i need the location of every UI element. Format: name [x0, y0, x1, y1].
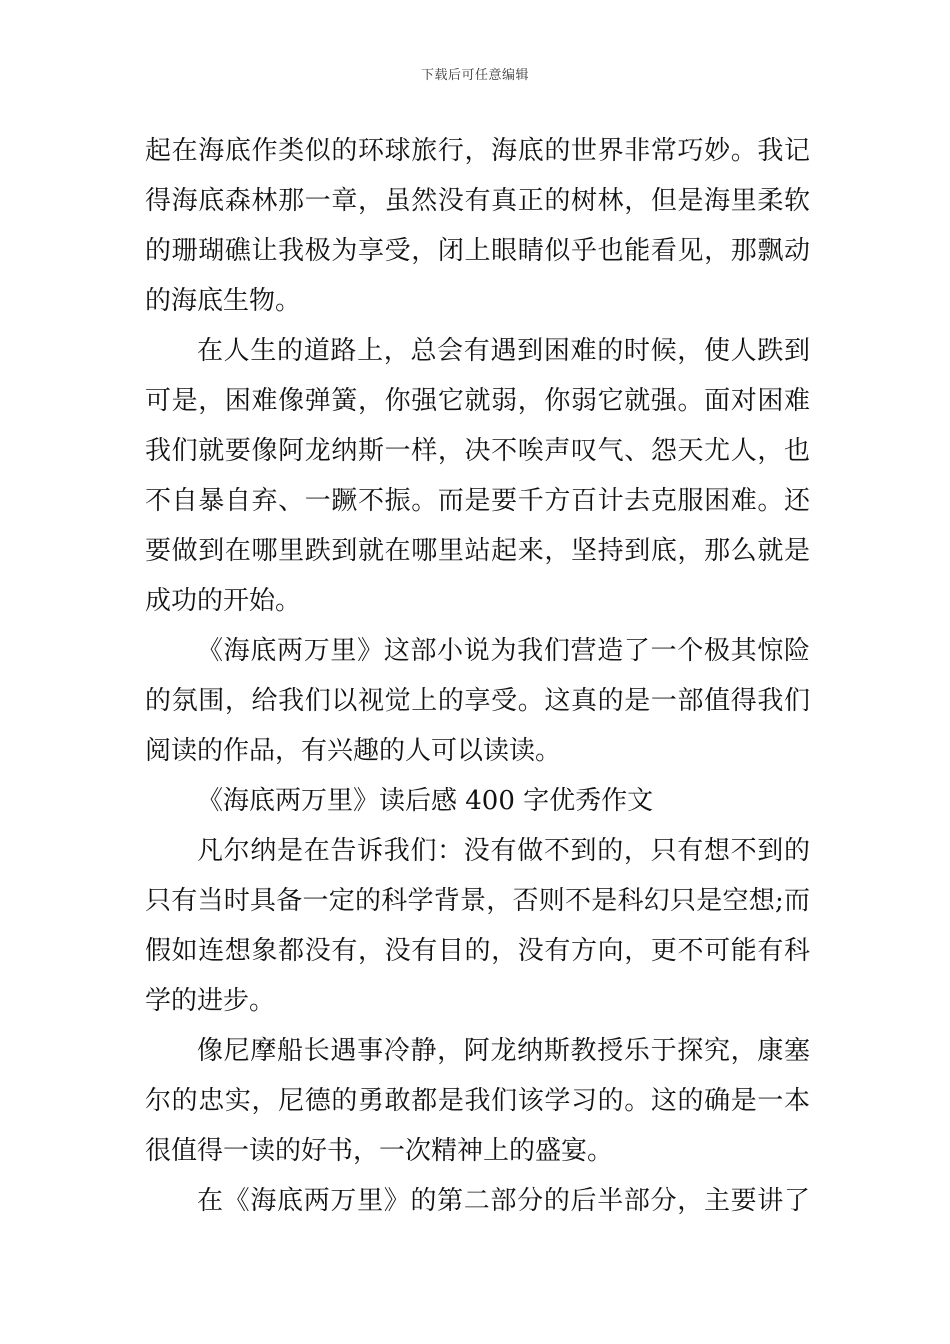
text-line: 要做到在哪里跌到就在哪里站起来，坚持到底，那么就是 [145, 536, 810, 566]
text-line: 的氛围，给我们以视觉上的享受。这真的是一部值得我们 [145, 686, 810, 716]
page-header: 下载后可任意编辑 [420, 68, 529, 83]
text-line: 可是，困难像弹簧，你强它就弱，你弱它就强。面对困难 [145, 386, 810, 416]
text-line: 不自暴自弃、一蹶不振。而是要千方百计去克服困难。还 [145, 486, 810, 516]
text-line: 起在海底作类似的环球旅行，海底的世界非常巧妙。我记 [145, 136, 810, 166]
text-line: 像尼摩船长遇事冷静，阿龙纳斯教授乐于探究，康塞 [197, 1036, 810, 1066]
text-line: 得海底森林那一章，虽然没有真正的树林，但是海里柔软 [145, 186, 810, 216]
text-line: 《海底两万里》这部小说为我们营造了一个极其惊险 [197, 636, 810, 666]
text-line: 学的进步。 [145, 986, 276, 1016]
text-line: 假如连想象都没有，没有目的，没有方向，更不可能有科 [145, 936, 810, 966]
text-line: 只有当时具备一定的科学背景，否则不是科幻只是空想;而 [145, 886, 810, 916]
text-line: 在《海底两万里》的第二部分的后半部分，主要讲了 [197, 1186, 810, 1216]
text-line: 尔的忠实，尼德的勇敢都是我们该学习的。这的确是一本 [145, 1086, 810, 1116]
text-line: 的珊瑚礁让我极为享受，闭上眼睛似乎也能看见，那飘动 [145, 236, 810, 266]
text-line: 成功的开始。 [145, 586, 302, 616]
document-body [145, 126, 810, 1226]
text-line: 阅读的作品，有兴趣的人可以读读。 [145, 736, 562, 766]
text-line: 我们就要像阿龙纳斯一样，决不唉声叹气、怨天尤人，也 [145, 436, 810, 466]
text-line: 凡尔纳是在告诉我们：没有做不到的，只有想不到的 [197, 836, 810, 866]
text-line: 在人生的道路上，总会有遇到困难的时候，使人跌到 [197, 336, 810, 366]
text-line: 的海底生物。 [145, 286, 302, 316]
text-line: 《海底两万里》读后感 400 字优秀作文 [197, 786, 654, 816]
text-line: 很值得一读的好书，一次精神上的盛宴。 [145, 1136, 614, 1166]
